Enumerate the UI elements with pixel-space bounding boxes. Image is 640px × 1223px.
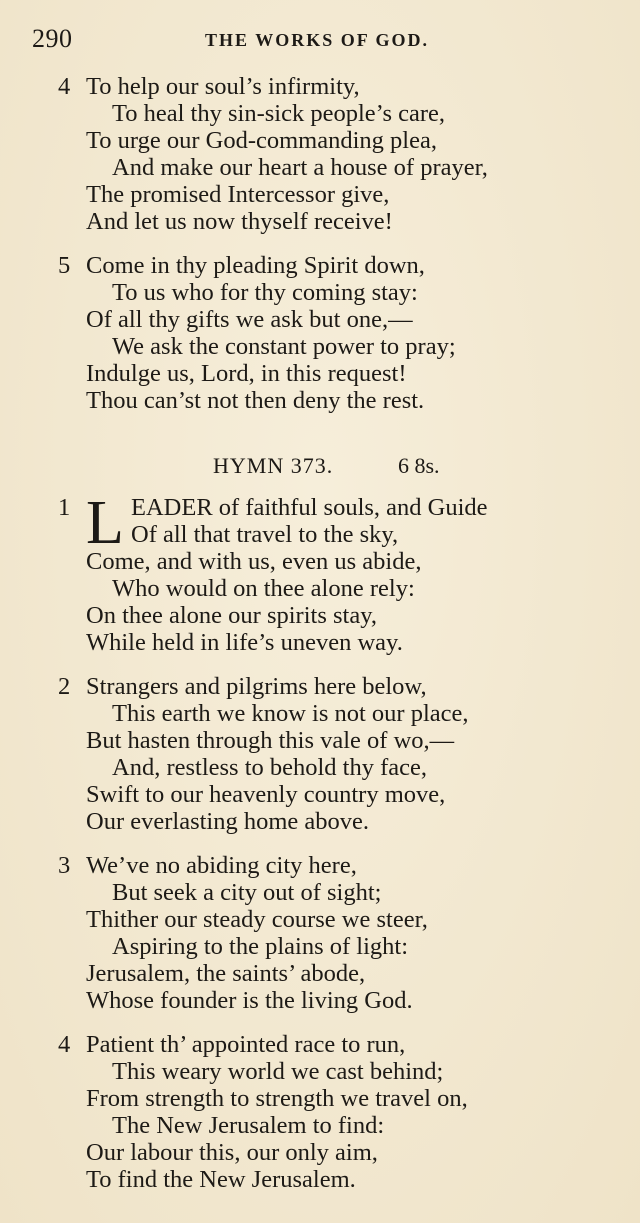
verse-line: Of all thy gifts we ask but one,—	[86, 306, 413, 333]
verse-line: Our everlasting home above.	[86, 808, 370, 835]
verse-line: To urge our God-commanding plea,	[86, 127, 437, 154]
stanza-number: 3	[58, 852, 71, 879]
hymn-meter: 6 8s.	[398, 453, 440, 478]
verse-line: Swift to our heavenly country move,	[86, 781, 446, 808]
hymn-title: HYMN 373.	[213, 453, 334, 478]
verse-line: Of all that travel to the sky,	[131, 521, 399, 548]
verse-line: From strength to strength we travel on,	[86, 1085, 468, 1112]
verse-line: EADER of faithful souls, and Guide	[131, 494, 488, 521]
stanza-number: 4	[58, 73, 71, 100]
verse-line: On thee alone our spirits stay,	[86, 602, 377, 629]
verse-line: Who would on thee alone rely:	[112, 575, 415, 602]
verse-line: Thou can’st not then deny the rest.	[86, 387, 425, 414]
verse-line: Strangers and pilgrims here below,	[86, 673, 427, 700]
verse-line: But hasten through this vale of wo,—	[86, 727, 455, 754]
verse-line: The promised Intercessor give,	[86, 181, 390, 208]
verse-line: And make our heart a house of prayer,	[112, 154, 488, 181]
verse-line: This earth we know is not our place,	[112, 700, 469, 727]
verse-line: Our labour this, our only aim,	[86, 1139, 378, 1166]
verse-line: We’ve no abiding city here,	[86, 852, 357, 879]
verse-line: And, restless to behold thy face,	[112, 754, 428, 781]
stanza-number: 5	[58, 252, 71, 279]
stanza-number: 4	[58, 1031, 71, 1058]
verse-line: Aspiring to the plains of light:	[112, 933, 409, 960]
stanza-number: 1	[58, 494, 71, 521]
drop-cap: L	[86, 489, 124, 557]
page-number: 290	[32, 24, 73, 53]
verse-line: Patient th’ appointed race to run,	[86, 1031, 406, 1058]
verse-line: Indulge us, Lord, in this request!	[86, 360, 407, 387]
verse-line: Come, and with us, even us abide,	[86, 548, 422, 575]
verse-line: Whose founder is the living God.	[86, 987, 413, 1014]
verse-line: The New Jerusalem to find:	[112, 1112, 385, 1139]
verse-line: To help our soul’s infirmity,	[86, 73, 360, 100]
verse-line: Come in thy pleading Spirit down,	[86, 252, 425, 279]
verse-line: To find the New Jerusalem.	[86, 1166, 356, 1193]
verse-line: Jerusalem, the saints’ abode,	[86, 960, 366, 987]
stanza-number: 2	[58, 673, 71, 700]
running-head: THE WORKS OF GOD.	[205, 30, 430, 50]
verse-line: And let us now thyself receive!	[86, 208, 393, 235]
verse-line: Thither our steady course we steer,	[86, 906, 428, 933]
verse-line: We ask the constant power to pray;	[112, 333, 456, 360]
verse-line: But seek a city out of sight;	[112, 879, 382, 906]
verse-line: To us who for thy coming stay:	[112, 279, 418, 306]
verse-line: While held in life’s uneven way.	[86, 629, 403, 656]
verse-line: To heal thy sin-sick people’s care,	[112, 100, 446, 127]
verse-line: This weary world we cast behind;	[112, 1058, 444, 1085]
